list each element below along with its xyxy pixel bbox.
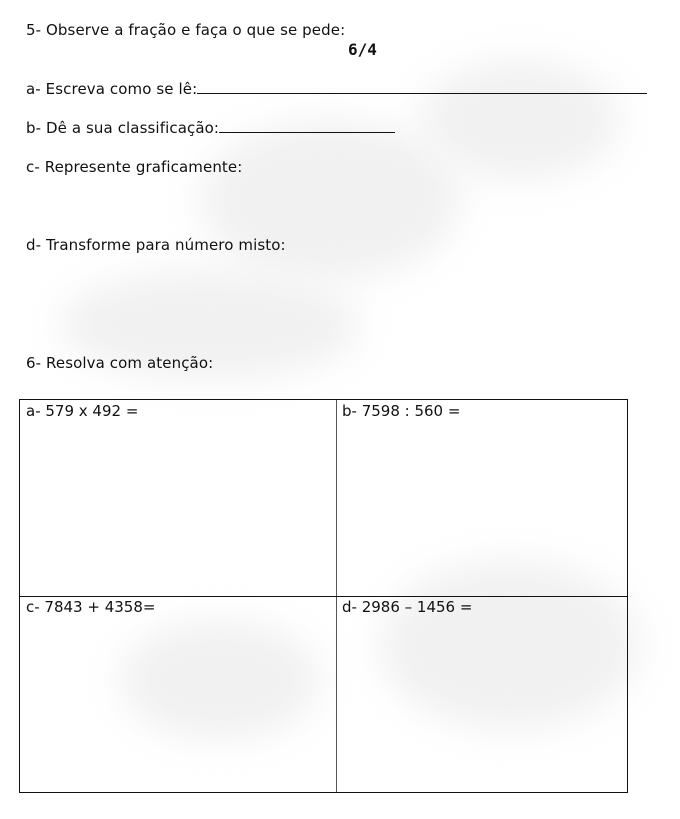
question-5b-label: b- Dê a sua classificação:: [26, 119, 220, 137]
question-5-title: 5- Observe a fração e faça o que se pede:: [26, 21, 346, 39]
grid-cell-a[interactable]: a- 579 x 492 =: [26, 402, 139, 420]
question-5b: [26, 119, 395, 137]
question-5a-label: a- Escreva como se lê:: [26, 80, 198, 98]
question-6-title: 6- Resolva com atenção:: [26, 354, 214, 372]
answer-line-5a[interactable]: [197, 80, 647, 94]
grid-cell-c[interactable]: c- 7843 + 4358=: [26, 598, 156, 616]
question-5c: c- Represente graficamente:: [26, 158, 243, 176]
answer-grid: [19, 399, 628, 793]
grid-cell-d[interactable]: d- 2986 – 1456 =: [342, 598, 473, 616]
question-5a: [26, 80, 647, 98]
fraction-value: 6/4: [348, 40, 377, 59]
question-5d: d- Transforme para número misto:: [26, 236, 286, 254]
grid-horizontal-divider: [20, 596, 627, 597]
answer-line-5b[interactable]: [219, 119, 395, 133]
grid-cell-b[interactable]: b- 7598 : 560 =: [342, 402, 461, 420]
